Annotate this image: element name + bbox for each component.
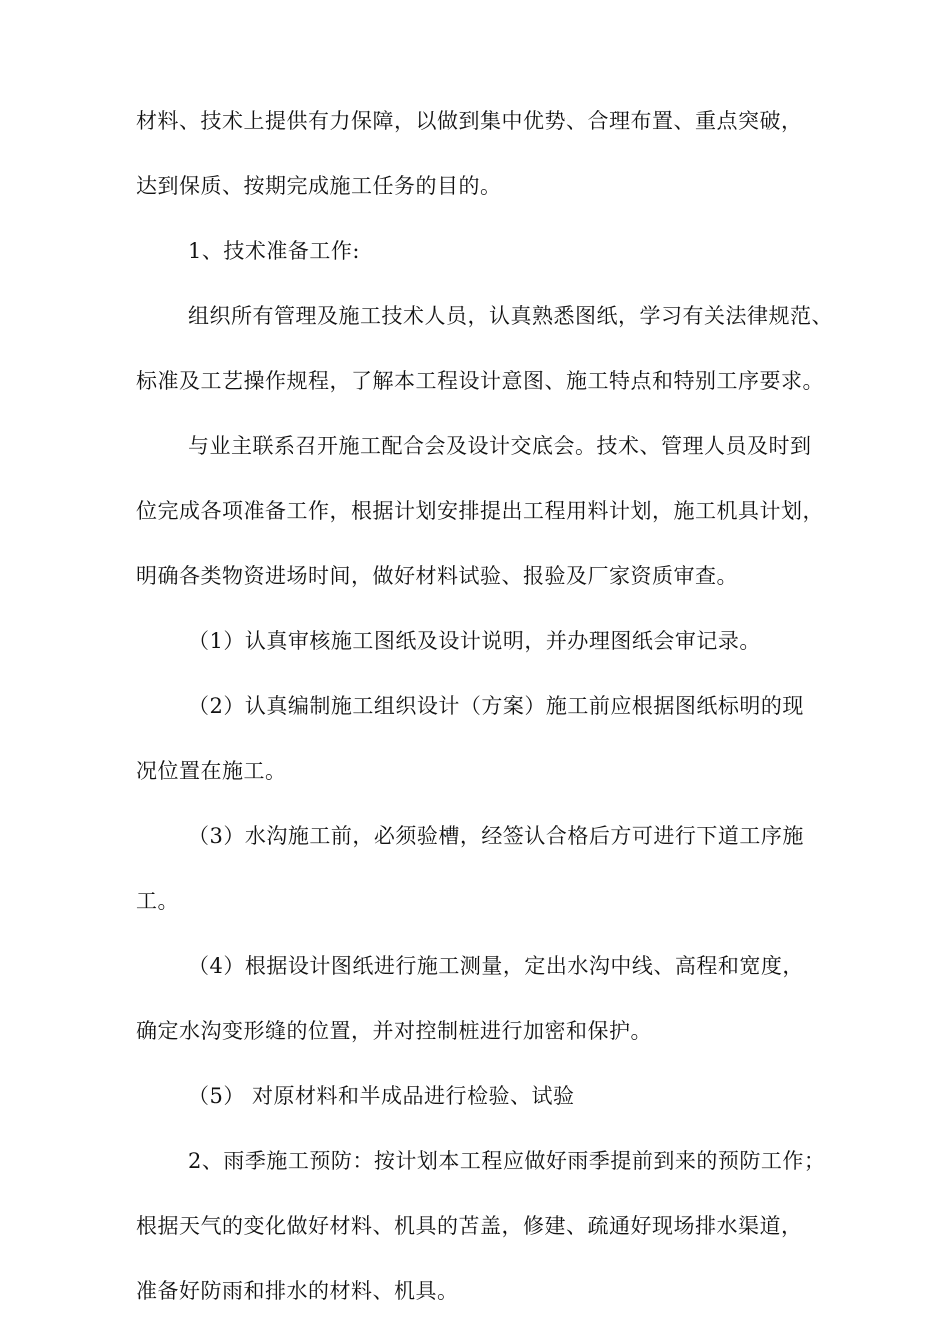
- text-line-6: 与业主联系召开施工配合会及设计交底会。技术、管理人员及时到: [188, 434, 812, 458]
- section-heading-technical-preparation: 1、技术准备工作:: [188, 239, 360, 263]
- section-heading-rainy-season: 2、雨季施工预防：按计划本工程应做好雨季提前到来的预防工作；: [188, 1149, 826, 1173]
- list-item-4: （4）根据设计图纸进行施工测量，定出水沟中线、高程和宽度，: [188, 954, 804, 978]
- text-line-1: 材料、技术上提供有力保障，以做到集中优势、合理布置、重点突破，: [136, 109, 803, 133]
- list-item-1: （1）认真审核施工图纸及设计说明，并办理图纸会审记录。: [188, 629, 761, 653]
- list-item-4-continued: 确定水沟变形缝的位置，并对控制桩进行加密和保护。: [136, 1019, 652, 1043]
- text-line-2: 达到保质、按期完成施工任务的目的。: [136, 174, 502, 198]
- list-item-5: （5） 对原材料和半成品进行检验、试验: [188, 1084, 575, 1108]
- text-line-8: 明确各类物资进场时间，做好材料试验、报验及厂家资质审查。: [136, 564, 738, 588]
- list-item-3: （3）水沟施工前，必须验槽，经签认合格后方可进行下道工序施: [188, 824, 804, 848]
- text-line-7: 位完成各项准备工作，根据计划安排提出工程用料计划，施工机具计划，: [136, 499, 824, 523]
- list-item-3-continued: 工。: [136, 889, 179, 913]
- list-item-2: （2）认真编制施工组织设计（方案）施工前应根据图纸标明的现: [188, 694, 804, 718]
- text-line-18: 根据天气的变化做好材料、机具的苫盖，修建、疏通好现场排水渠道，: [136, 1214, 803, 1238]
- text-line-4: 组织所有管理及施工技术人员，认真熟悉图纸，学习有关法律规范、: [188, 304, 833, 328]
- text-line-19: 准备好防雨和排水的材料、机具。: [136, 1279, 459, 1303]
- text-line-5: 标准及工艺操作规程，了解本工程设计意图、施工特点和特别工序要求。: [136, 369, 824, 393]
- list-item-2-continued: 况位置在施工。: [136, 759, 287, 783]
